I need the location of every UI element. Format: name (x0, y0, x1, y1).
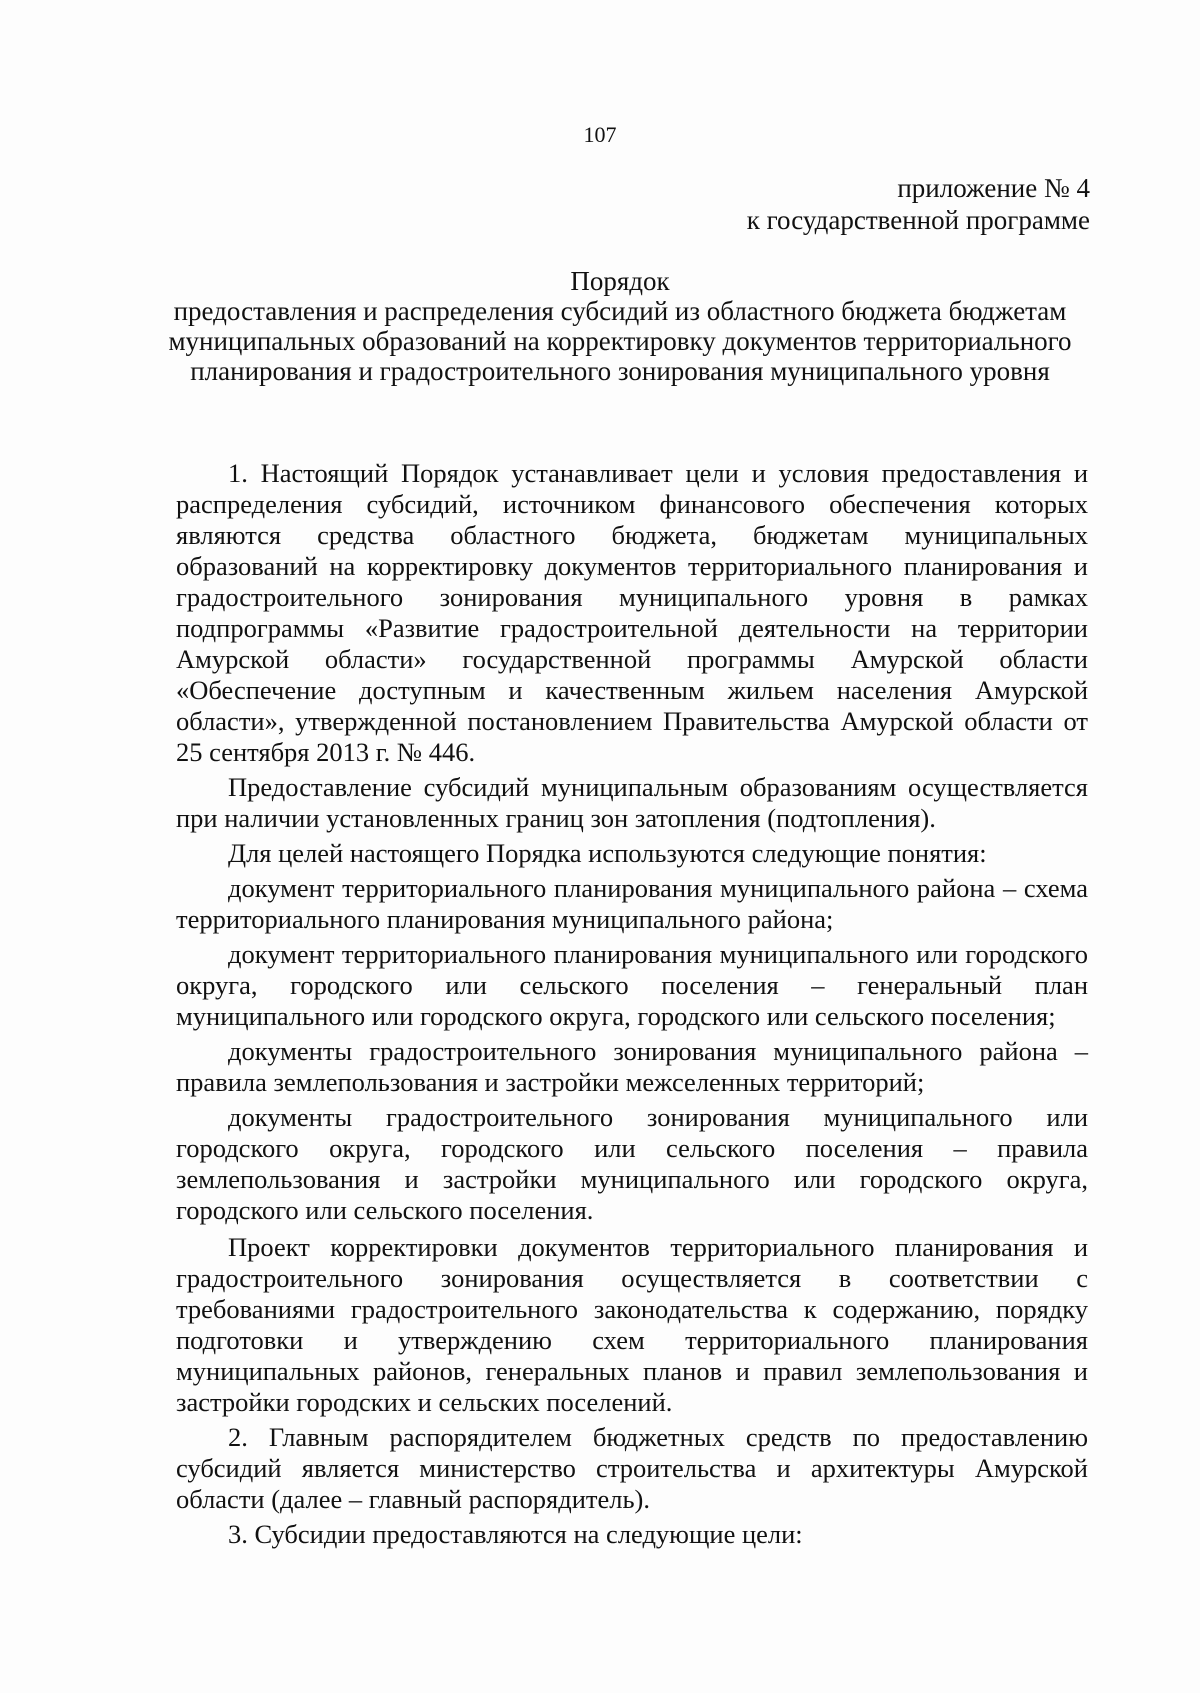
paragraph-1: 1. Настоящий Порядок устанавливает цели и условия предоставления и распределения субсидий, источником финансового обеспечения которых являются средства областного бюджета, бюджетам муниципальных образований на корректировку документов территориального планирования и градостроительного зонирования муниципального уровня в рамках подпрограммы «Развитие градостроительной деятельности на территории Амурской области» государственной программы Амурской области «Обеспечение доступным и качественным жильем населения Амурской области», утвержденной постановлением Правительства Амурской области от 25 сентября 2013 г. № 446. (176, 458, 1088, 767)
title-subtitle: предоставления и распределения субсидий из областного бюджета бюджетам муниципальных образований на корректировку документов территориального планирования и градостроительного зонирования муниципального уровня (168, 296, 1072, 386)
paragraph-7: документы градостроительного зонирования муниципального или городского округа, городского или сельского поселения – правила землепользования и застройки муниципального или городского округа, городского или сельского поселения. (176, 1102, 1088, 1225)
appendix-line-1: приложение № 4 (897, 173, 1090, 203)
paragraph-9: 2. Главным распорядителем бюджетных средств по предоставлению субсидий является министерство строительства и архитектуры Амурской области (далее – главный распорядитель). (176, 1422, 1088, 1514)
paragraph-5: документ территориального планирования муниципального или городского округа, городского или сельского поселения – генеральный план муниципального или городского округа, городского или сельского поселения; (176, 939, 1088, 1031)
page-number: 107 (583, 122, 617, 147)
paragraph-3: Для целей настоящего Порядка используются следующие понятия: (228, 838, 987, 868)
paragraph-6: документы градостроительного зонирования муниципального района – правила землепользования и застройки межселенных территорий; (176, 1036, 1088, 1097)
paragraph-4: документ территориального планирования муниципального района – схема территориального планирования муниципального района; (176, 873, 1088, 934)
document-body (176, 458, 1088, 1554)
paragraph-2: Предоставление субсидий муниципальным образованиям осуществляется при наличии установленных границ зон затопления (подтопления). (176, 772, 1088, 833)
paragraph-8: Проект корректировки документов территориального планирования и градостроительного зонирования осуществляется в соответствии с требованиями градостроительного законодательства к содержанию, порядку подготовки и утверждению схем территориального планирования муниципальных районов, генеральных планов и правил землепользования и застройки городских и сельских поселений. (176, 1232, 1088, 1417)
document-title (150, 266, 1090, 386)
appendix-note (747, 172, 1090, 236)
appendix-line-2: к государственной программе (746, 205, 1090, 235)
paragraph-10: 3. Субсидии предоставляются на следующие цели: (228, 1519, 803, 1549)
title-main: Порядок (570, 266, 670, 296)
